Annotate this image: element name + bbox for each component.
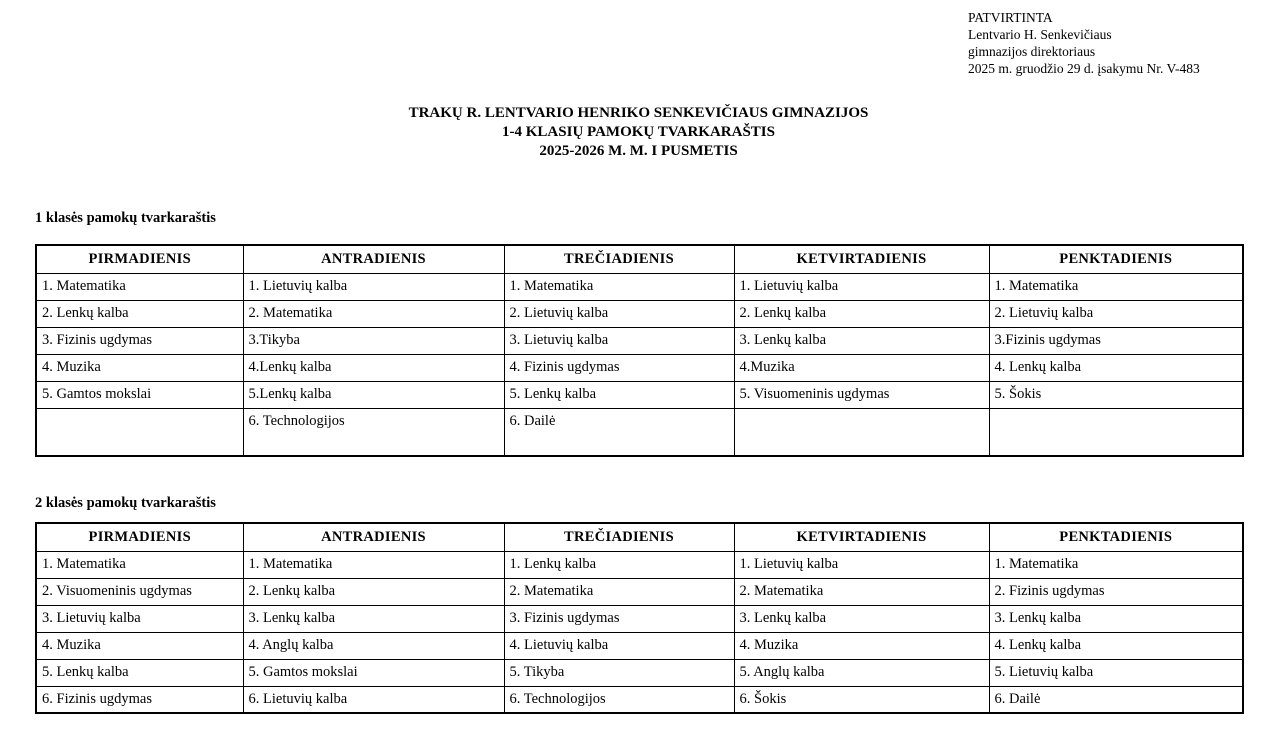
header-row: [36, 245, 1243, 273]
schedule-cell: 1. Matematika: [36, 273, 243, 300]
schedule-cell: 1. Lietuvių kalba: [243, 273, 504, 300]
schedule-cell: [734, 408, 989, 456]
section-1-heading: 1 klasės pamokų tvarkaraštis: [35, 210, 216, 226]
schedule-cell: 2. Lenkų kalba: [734, 300, 989, 327]
schedule-cell: 1. Matematika: [36, 551, 243, 578]
approval-line: PATVIRTINTA: [968, 10, 1053, 25]
schedule-cell: 4.Muzika: [734, 354, 989, 381]
schedule-cell: 5. Lenkų kalba: [504, 381, 734, 408]
schedule-cell: 2. Lenkų kalba: [243, 578, 504, 605]
schedule-cell: 2. Fizinis ugdymas: [989, 578, 1243, 605]
column-header: TREČIADIENIS: [504, 523, 734, 551]
schedule-cell: 3. Lietuvių kalba: [504, 327, 734, 354]
table-row: [36, 632, 1243, 659]
schedule-cell: 3. Lenkų kalba: [734, 327, 989, 354]
schedule-cell: 1. Lietuvių kalba: [734, 551, 989, 578]
column-header: KETVIRTADIENIS: [734, 245, 989, 273]
document-title: [35, 104, 1242, 161]
schedule-cell: [36, 408, 243, 456]
schedule-cell: 1. Matematika: [989, 273, 1243, 300]
schedule-cell: 1. Matematika: [504, 273, 734, 300]
schedule-cell: 5. Lenkų kalba: [36, 659, 243, 686]
schedule-cell: 6. Dailė: [989, 686, 1243, 713]
schedule-cell: 3.Fizinis ugdymas: [989, 327, 1243, 354]
schedule-cell: 4. Anglų kalba: [243, 632, 504, 659]
column-header: PENKTADIENIS: [989, 245, 1243, 273]
schedule-cell: 3. Lenkų kalba: [989, 605, 1243, 632]
schedule-cell: 4. Lenkų kalba: [989, 632, 1243, 659]
schedule-cell: 5. Anglų kalba: [734, 659, 989, 686]
schedule-cell: 1. Matematika: [243, 551, 504, 578]
title-line: 2025-2026 M. M. I PUSMETIS: [539, 143, 738, 159]
schedule-cell: 1. Lenkų kalba: [504, 551, 734, 578]
approval-line: Lentvario H. Senkevičiaus: [968, 27, 1112, 42]
schedule-cell: 3.Tikyba: [243, 327, 504, 354]
column-header: PIRMADIENIS: [36, 245, 243, 273]
schedule-cell: 3. Lenkų kalba: [734, 605, 989, 632]
schedule-cell: 5.Lenkų kalba: [243, 381, 504, 408]
schedule-cell: 5. Šokis: [989, 381, 1243, 408]
schedule-cell: 4. Muzika: [36, 632, 243, 659]
approval-line: gimnazijos direktoriaus: [968, 44, 1096, 59]
schedule-cell: 2. Lietuvių kalba: [504, 300, 734, 327]
column-header: KETVIRTADIENIS: [734, 523, 989, 551]
column-header: TREČIADIENIS: [504, 245, 734, 273]
title-line: 1-4 KLASIŲ PAMOKŲ TVARKARAŠTIS: [502, 124, 775, 140]
table-row: [36, 381, 1243, 408]
schedule-cell: 4. Lietuvių kalba: [504, 632, 734, 659]
schedule-cell: 6. Technologijos: [243, 408, 504, 456]
schedule-cell: 3. Fizinis ugdymas: [504, 605, 734, 632]
schedule-cell: 6. Lietuvių kalba: [243, 686, 504, 713]
schedule-cell: 4. Muzika: [734, 632, 989, 659]
schedule-cell: 4. Lenkų kalba: [989, 354, 1243, 381]
schedule-cell: 3. Lenkų kalba: [243, 605, 504, 632]
schedule-cell: 2. Matematika: [734, 578, 989, 605]
schedule-cell: 1. Lietuvių kalba: [734, 273, 989, 300]
column-header: PIRMADIENIS: [36, 523, 243, 551]
schedule-cell: 6. Technologijos: [504, 686, 734, 713]
schedule-cell: 4.Lenkų kalba: [243, 354, 504, 381]
column-header: ANTRADIENIS: [243, 523, 504, 551]
schedule-cell: 2. Visuomeninis ugdymas: [36, 578, 243, 605]
table-row: [36, 686, 1243, 713]
schedule-cell: 2. Matematika: [243, 300, 504, 327]
schedule-cell: 4. Fizinis ugdymas: [504, 354, 734, 381]
schedule-cell: 5. Tikyba: [504, 659, 734, 686]
table-row: [36, 273, 1243, 300]
column-header: PENKTADIENIS: [989, 523, 1243, 551]
approval-line: 2025 m. gruodžio 29 d. įsakymu Nr. V-483: [968, 61, 1200, 76]
schedule-cell: 6. Fizinis ugdymas: [36, 686, 243, 713]
schedule-cell: 5. Gamtos mokslai: [36, 381, 243, 408]
schedule-cell: [989, 408, 1243, 456]
schedule-cell: 5. Gamtos mokslai: [243, 659, 504, 686]
column-header: ANTRADIENIS: [243, 245, 504, 273]
schedule-cell: 3. Fizinis ugdymas: [36, 327, 243, 354]
schedule-cell: 2. Matematika: [504, 578, 734, 605]
table-row: [36, 659, 1243, 686]
schedule-cell: 3. Lietuvių kalba: [36, 605, 243, 632]
schedule-cell: 5. Lietuvių kalba: [989, 659, 1243, 686]
schedule-cell: 2. Lenkų kalba: [36, 300, 243, 327]
header-row: [36, 523, 1243, 551]
title-line: TRAKŲ R. LENTVARIO HENRIKO SENKEVIČIAUS GIMNAZIJOS: [408, 105, 869, 121]
schedule-cell: 5. Visuomeninis ugdymas: [734, 381, 989, 408]
table-row: [36, 300, 1243, 327]
table-row: [36, 578, 1243, 605]
schedule-cell: 6. Šokis: [734, 686, 989, 713]
table-row: [36, 354, 1243, 381]
table-row: [36, 327, 1243, 354]
timetable-class-1: [35, 244, 1244, 457]
table-row: [36, 551, 1243, 578]
schedule-cell: 1. Matematika: [989, 551, 1243, 578]
section-2-heading: 2 klasės pamokų tvarkaraštis: [35, 495, 216, 511]
approval-block: [968, 9, 1200, 77]
schedule-cell: 4. Muzika: [36, 354, 243, 381]
table-row: [36, 605, 1243, 632]
timetable-class-2: [35, 522, 1244, 714]
table-row: [36, 408, 1243, 456]
schedule-cell: 6. Dailė: [504, 408, 734, 456]
schedule-cell: 2. Lietuvių kalba: [989, 300, 1243, 327]
